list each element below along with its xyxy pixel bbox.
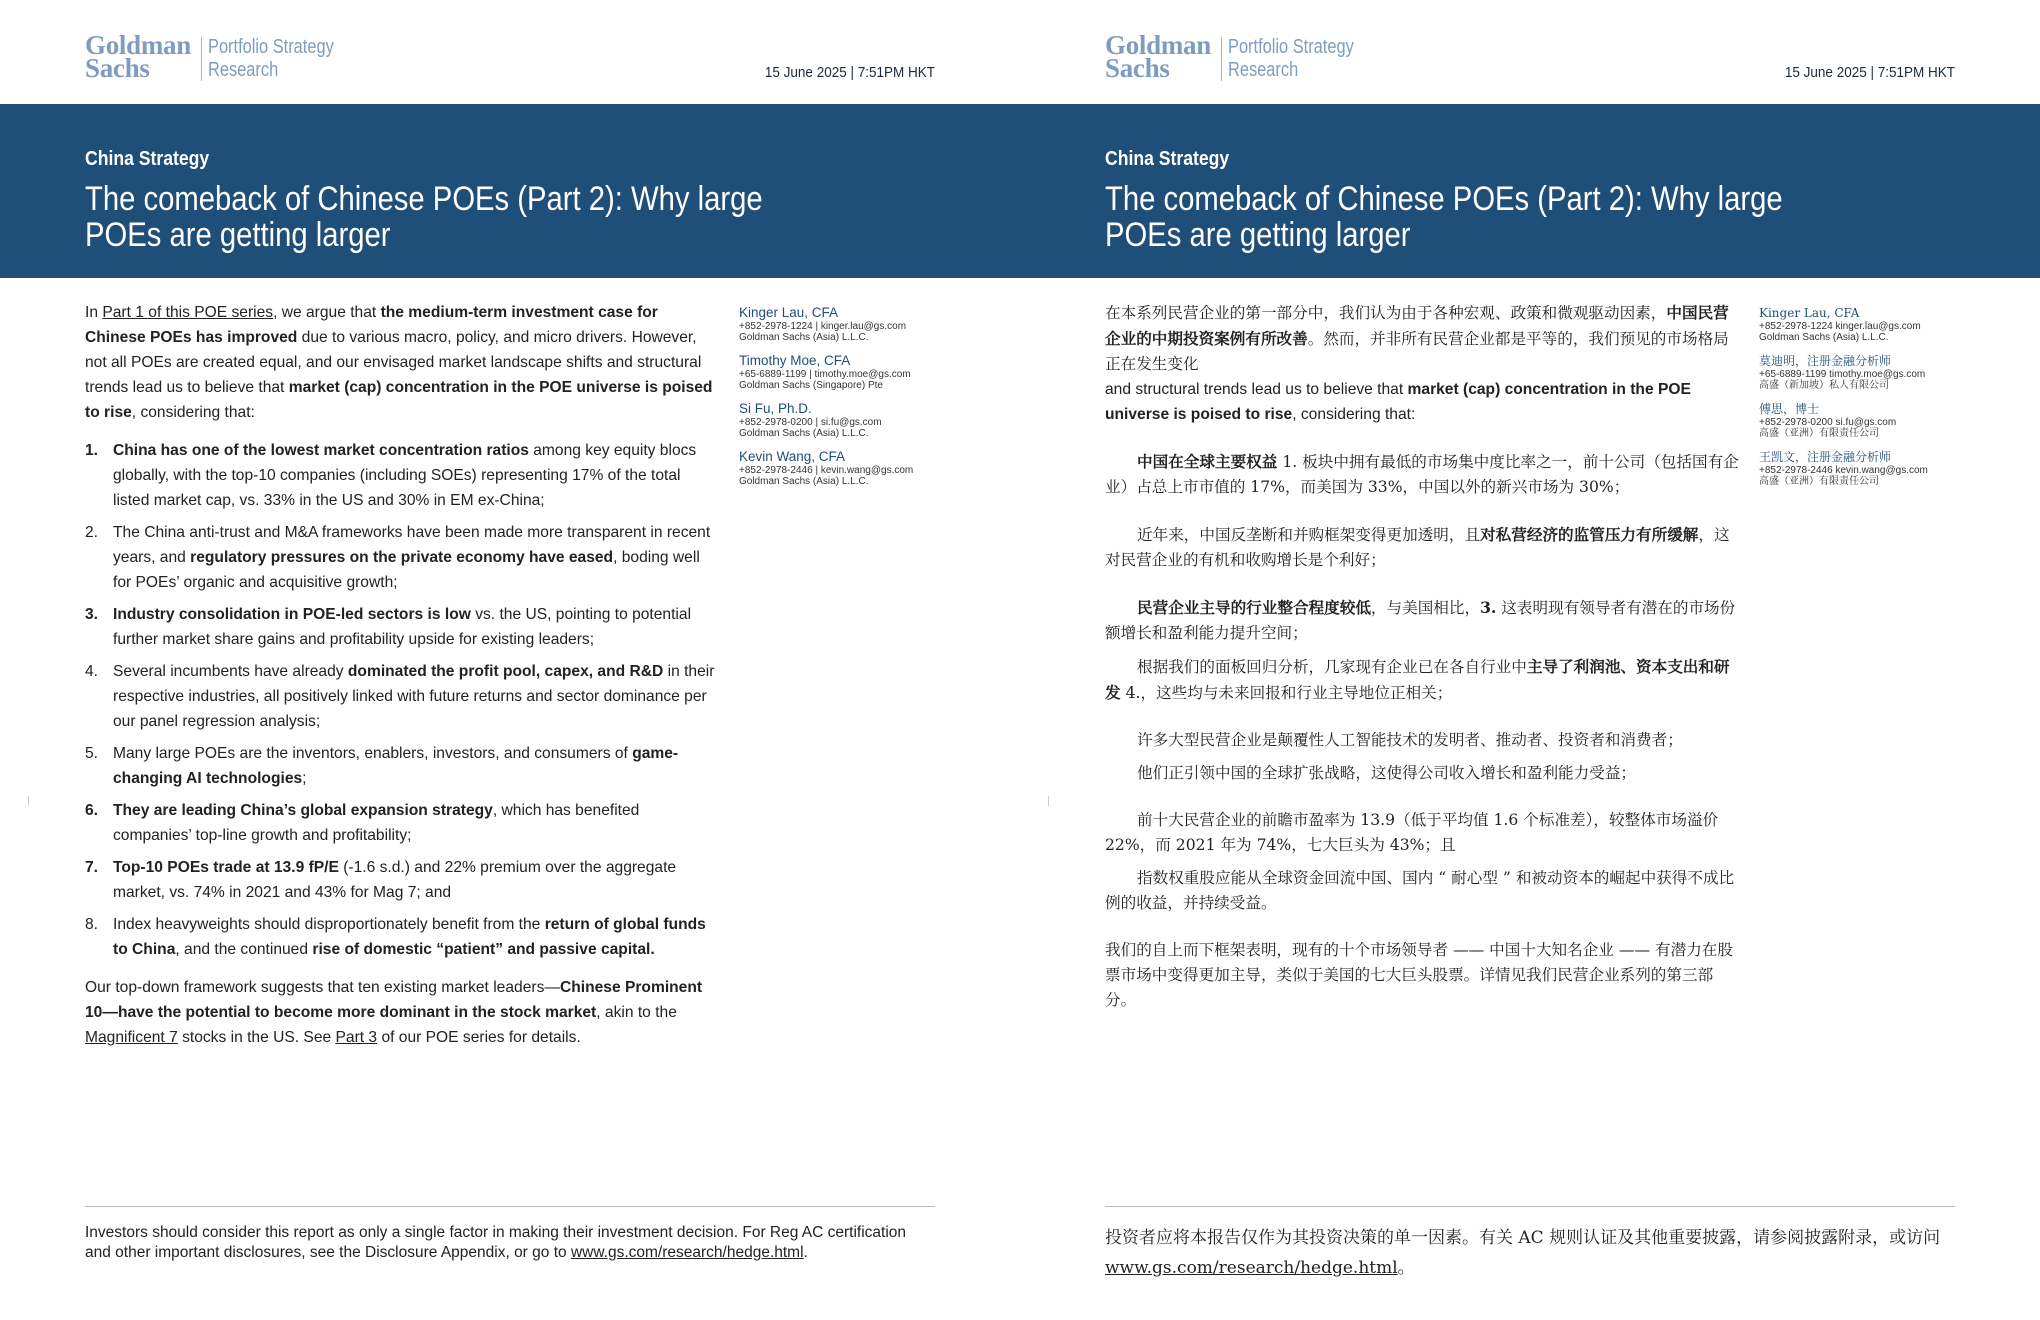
point-paragraph: 近年来，中国反垄断和并购框架变得更加透明，且对私营经济的监管压力有所缓解，这对民营企业的有机和收购增长是个利好；: [1105, 525, 1730, 569]
list-item: 5. Many large POEs are the inventors, enablers, investors, and consumers of game-changing AI technologies;: [85, 745, 679, 787]
disclosure-link[interactable]: www.gs.com/research/hedge.html: [570, 1244, 804, 1261]
logo-unit: Portfolio Strategy Research: [208, 36, 334, 81]
disclosure-link[interactable]: www.gs.com/research/hedge.html: [1105, 1258, 1398, 1278]
point-paragraph: 前十大民营企业的前瞻市盈率为 13.9（低于平均值 1.6 个标准差），较整体市场溢价 22%，而 2021 年为 74%，七大巨头为 43%；且: [1105, 811, 1719, 854]
key-points-list: [85, 438, 715, 962]
intro-paragraph: 在本系列民营企业的第一部分中，我们认为由于各种宏观、政策和微观驱动因素，中国民营企业的中期投资案例有所改善。然而，并非所有民营企业都是平等的，我们预见的市场格局正在发生变化: [1105, 303, 1729, 373]
author-entry: Kinger Lau, CFA +852-2978-1224 kinger.lau@gs.com Goldman Sachs (Asia) L.L.C.: [1759, 306, 1921, 343]
point-paragraph: 民营企业主导的行业整合程度较低，与美国相比，3. 这表明现有领导者有潜在的市场份额增长和盈利能力提升空间；: [1105, 598, 1736, 642]
list-item: 8. Index heavyweights should disproportionately benefit from the return of global funds to China, and the continued rise of domestic “patient” and passive capital.: [85, 916, 706, 958]
author-entry: Si Fu, Ph.D. +852-2978-0200 | si.fu@gs.com Goldman Sachs (Asia) L.L.C.: [739, 401, 882, 439]
list-item: 1. China has one of the lowest market concentration ratios among key equity blocs globally, with the top-10 companies (including SOEs) representing 17% of the total listed market cap, vs. 33% in the US and 30% in EM ex-China;: [85, 442, 697, 509]
point-paragraph: 指数权重股应能从全球资金回流中国、国内 “ 耐心型 ” 和被动资本的崛起中获得不成比例的收益，并持续受益。: [1105, 869, 1735, 912]
point-paragraph: 根据我们的面板回归分析，几家现有企业已在各自行业中主导了利润池、资本支出和研发 4.，这些均与未来回报和行业主导地位正相关；: [1105, 657, 1730, 702]
list-item: 4. Several incumbents have already dominated the profit pool, capex, and R&D in their respective industries, all positively linked with future returns and sector dominance per our panel regression analysis;: [85, 663, 715, 730]
disclosure-footer-translated: 投资者应将本报告仅作为其投资决策的单一因素。有关 AC 规则认证及其他重要披露，请参阅披露附录，或访问 www.gs.com/research/hedge.html。: [1105, 1228, 1941, 1278]
section-label: China Strategy: [1105, 148, 1230, 170]
author-entry: 王凯文，注册金融分析师 +852-2978-2446 kevin.wang@gs.com 高盛（亚洲）有限责任公司: [1759, 450, 1928, 487]
logo-wordmark: Goldman Sachs: [1105, 30, 1211, 83]
report-title: The comeback of Chinese POEs (Part 2): Why large POEs are getting larger: [85, 180, 763, 254]
part1-link[interactable]: Part 1 of this POE series: [102, 304, 274, 321]
report-date: 15 June 2025 | 7:51PM HKT: [1784, 64, 1955, 81]
report-title: The comeback of Chinese POEs (Part 2): Why large POEs are getting larger: [1105, 180, 1783, 254]
logo-divider: [201, 37, 202, 81]
intro-paragraph: In Part 1 of this POE series, we argue that the medium-term investment case for Chinese POEs has improved due to various macro, policy, and micro drivers. However, not all POEs are created equal, and our envisaged market landscape shifts and structural trends lead us to believe that market (cap) concentration in the POE universe is poised to rise, considering that:: [85, 304, 713, 421]
footer-divider: [85, 1206, 935, 1207]
part3-link[interactable]: Part 3: [335, 1029, 378, 1046]
list-item: 7. Top-10 POEs trade at 13.9 fP/E (-1.6 s.d.) and 22% premium over the aggregate market, vs. 74% in 2021 and 43% for Mag 7; and: [85, 859, 677, 901]
logo-divider: [1221, 37, 1222, 81]
logo-unit: Portfolio Strategy Research: [1228, 36, 1354, 81]
disclosure-footer: Investors should consider this report as only a single factor in making their investment decision. For Reg AC certification and other important disclosures, see the Disclosure Appendix, or go to www.gs.com/research/hedge.html.: [85, 1224, 907, 1261]
outro-paragraph: Our top-down framework suggests that ten existing market leaders—Chinese Prominent 10—have the potential to become more dominant in the stock market, akin to the Magnificent 7 stocks in the US. See Part 3 of our POE series for details.: [85, 979, 703, 1046]
summary-body: [85, 300, 715, 1063]
list-item: 3. Industry consolidation in POE-led sectors is low vs. the US, pointing to potential further market share gains and profitability upside for existing leaders;: [85, 606, 692, 648]
footer-divider: [1105, 1206, 1955, 1207]
author-entry: 莫迪明，注册金融分析师 +65-6889-1199 timothy.moe@gs.com 高盛（新加坡）私人有限公司: [1759, 354, 1926, 391]
point-paragraph: 许多大型民营企业是颠覆性人工智能技术的发明者、推动者、投资者和消费者；: [1137, 731, 1683, 749]
author-entry: Timothy Moe, CFA +65-6889-1199 | timothy.moe@gs.com Goldman Sachs (Singapore) Pte: [739, 353, 911, 391]
intro-paragraph-continued: and structural trends lead us to believe that market (cap) concentration in the POE universe is poised to rise, considering that:: [1105, 381, 1691, 423]
list-item: 6. They are leading China’s global expansion strategy, which has benefited companies’ top-line growth and profitability;: [85, 802, 640, 844]
author-entry: 傅思，博士 +852-2978-0200 si.fu@gs.com 高盛（亚洲）有限责任公司: [1759, 402, 1897, 439]
author-list: [739, 305, 979, 497]
author-list-translated: [1759, 305, 1999, 497]
section-label: China Strategy: [85, 148, 210, 170]
logo-wordmark: Goldman Sachs: [85, 30, 191, 83]
margin-mark: [1048, 796, 1049, 806]
point-paragraph: 他们正引领中国的全球扩张战略，这使得公司收入增长和盈利能力受益；: [1137, 764, 1637, 782]
point-paragraph: 中国在全球主要权益 1. 板块中拥有最低的市场集中度比率之一，前十公司（包括国有企业）占总上市市值的 17%，而美国为 33%，中国以外的新兴市场为 30%；: [1105, 452, 1739, 496]
author-entry: Kevin Wang, CFA +852-2978-2446 | kevin.wang@gs.com Goldman Sachs (Asia) L.L.C.: [739, 449, 914, 487]
summary-body-translated: [1105, 300, 1740, 1026]
report-date: 15 June 2025 | 7:51PM HKT: [764, 64, 935, 81]
outro-paragraph: 我们的自上而下框架表明，现有的十个市场领导者 —— 中国十大知名企业 —— 有潜力在股票市场中变得更加主导，类似于美国的七大巨头股票。详情见我们民营企业系列的第三部分。: [1105, 941, 1733, 1009]
magnificent7-link[interactable]: Magnificent 7: [85, 1029, 178, 1046]
margin-mark: [28, 796, 29, 806]
author-entry: Kinger Lau, CFA +852-2978-1224 | kinger.lau@gs.com Goldman Sachs (Asia) L.L.C.: [739, 305, 907, 343]
list-item: 2. The China anti-trust and M&A frameworks have been made more transparent in recent years, and regulatory pressures on the private economy have eased, boding well for POEs’ organic and acquisitive growth;: [85, 524, 711, 591]
